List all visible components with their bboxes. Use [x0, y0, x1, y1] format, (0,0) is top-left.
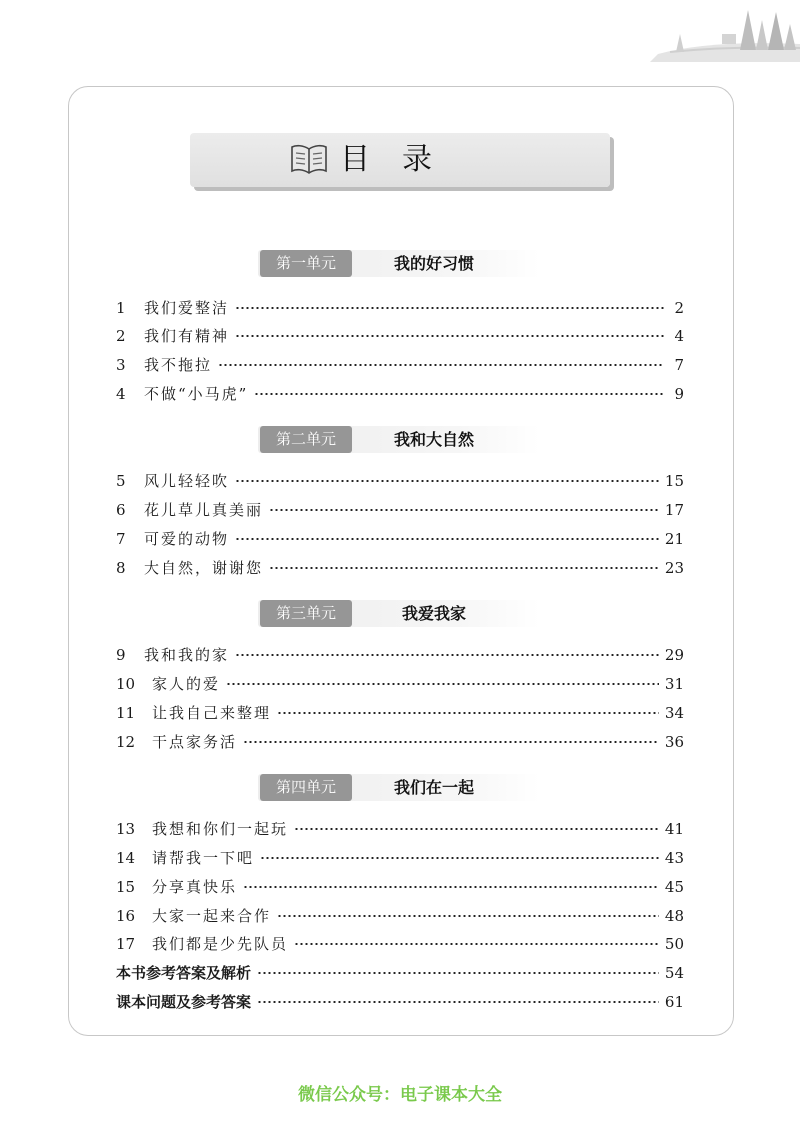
page-number: 15 [664, 472, 684, 490]
lesson-number: 1 [116, 299, 126, 317]
lesson-title: 我们爱整洁 [144, 299, 230, 317]
lesson-title: 让我自己来整理 [152, 704, 272, 722]
lesson-title: 大家一起来合作 [152, 907, 272, 925]
lesson-title: 我们都是少先队员 [152, 935, 289, 953]
lesson-title: 分享真快乐 [152, 878, 238, 896]
lesson-title: 我们有精神 [144, 327, 230, 345]
page-number: 17 [664, 501, 684, 519]
toc-entry[interactable] [116, 557, 684, 579]
page-number: 41 [664, 820, 684, 838]
lesson-number: 4 [116, 385, 126, 403]
dot-leader [218, 364, 664, 366]
dot-leader [269, 509, 659, 511]
toc-entry[interactable] [116, 876, 684, 898]
unit-header-4 [258, 774, 540, 801]
lesson-number: 15 [116, 878, 136, 896]
dot-leader [235, 654, 659, 656]
lesson-title: 花儿草儿真美丽 [144, 501, 264, 519]
page-number: 23 [664, 559, 684, 577]
lesson-title: 请帮我一下吧 [152, 849, 255, 867]
toc-entry[interactable] [116, 818, 684, 840]
toc-entry[interactable] [116, 528, 684, 550]
lesson-title: 干点家务活 [152, 733, 238, 751]
unit-header-1 [258, 250, 540, 277]
page-number: 54 [664, 964, 684, 982]
dot-leader [226, 683, 659, 685]
toc-entry[interactable] [116, 933, 684, 955]
page-number: 21 [664, 530, 684, 548]
toc-entry[interactable] [116, 847, 684, 869]
toc-entry[interactable] [116, 325, 684, 347]
dot-leader [235, 538, 659, 540]
dot-leader [269, 567, 659, 569]
lesson-number: 12 [116, 733, 136, 751]
lesson-number: 8 [116, 559, 126, 577]
page-number: 34 [664, 704, 684, 722]
toc-entry[interactable] [116, 499, 684, 521]
unit-number: 第二单元 [260, 426, 352, 453]
dot-leader [254, 393, 664, 395]
toc-entry[interactable] [116, 731, 684, 753]
unit-number: 第四单元 [260, 774, 352, 801]
lesson-number: 2 [116, 327, 126, 345]
page-number: 43 [664, 849, 684, 867]
page-title: 目录 [340, 142, 464, 177]
dot-leader [294, 943, 659, 945]
page-number: 29 [664, 646, 684, 664]
page-number: 48 [664, 907, 684, 925]
footer-watermark: 微信公众号：电子课本大全 [298, 1085, 502, 1105]
lesson-title: 我不拖拉 [144, 356, 213, 374]
lesson-title: 我想和你们一起玩 [152, 820, 289, 838]
dot-leader [260, 857, 659, 859]
lesson-title: 家人的爱 [152, 675, 221, 693]
dot-leader [257, 972, 659, 974]
toc-entry-answers[interactable] [116, 962, 684, 984]
page-number: 2 [674, 299, 684, 317]
dot-leader [243, 886, 659, 888]
lesson-number: 10 [116, 675, 136, 693]
dot-leader [257, 1001, 659, 1003]
toc-entry[interactable] [116, 354, 684, 376]
open-book-icon [290, 143, 328, 175]
toc-entry[interactable] [116, 470, 684, 492]
lesson-number: 6 [116, 501, 126, 519]
title-banner [190, 133, 610, 187]
lesson-number: 17 [116, 935, 136, 953]
lesson-number: 3 [116, 356, 126, 374]
page-number: 45 [664, 878, 684, 896]
page-number: 9 [674, 385, 684, 403]
toc-entry[interactable] [116, 644, 684, 666]
dot-leader [235, 307, 664, 309]
lesson-title: 不做“小马虎” [144, 385, 249, 403]
dot-leader [235, 480, 659, 482]
toc-entry[interactable] [116, 673, 684, 695]
dot-leader [277, 915, 659, 917]
lesson-number: 5 [116, 472, 126, 490]
page-number: 61 [664, 993, 684, 1011]
lesson-title: 风儿轻轻吹 [144, 472, 230, 490]
page-number: 50 [664, 935, 684, 953]
dot-leader [235, 335, 664, 337]
page-number: 4 [674, 327, 684, 345]
lesson-number: 11 [116, 704, 136, 722]
unit-title: 我们在一起 [393, 778, 474, 797]
lesson-title: 大自然，谢谢您 [144, 559, 264, 577]
page-number: 7 [674, 356, 684, 374]
toc-entry-textbook-answers[interactable] [116, 991, 684, 1013]
entry-title: 课本问题及参考答案 [116, 993, 252, 1011]
toc-entry[interactable] [116, 297, 684, 319]
lesson-number: 7 [116, 530, 126, 548]
tree-hill-icon [650, 0, 800, 62]
unit-header-2 [258, 426, 540, 453]
lesson-title: 我和我的家 [144, 646, 230, 664]
toc-entry[interactable] [116, 905, 684, 927]
unit-title: 我和大自然 [393, 430, 474, 449]
dot-leader [243, 741, 659, 743]
toc-entry[interactable] [116, 383, 684, 405]
dot-leader [294, 828, 659, 830]
page-number: 31 [664, 675, 684, 693]
unit-number: 第一单元 [260, 250, 352, 277]
toc-entry[interactable] [116, 702, 684, 724]
lesson-number: 14 [116, 849, 136, 867]
unit-title: 我的好习惯 [393, 254, 474, 273]
lesson-title: 可爱的动物 [144, 530, 230, 548]
unit-title: 我爱我家 [401, 604, 466, 623]
lesson-number: 13 [116, 820, 136, 838]
unit-number: 第三单元 [260, 600, 352, 627]
unit-header-3 [258, 600, 540, 627]
lesson-number: 9 [116, 646, 126, 664]
lesson-number: 16 [116, 907, 136, 925]
page-number: 36 [664, 733, 684, 751]
dot-leader [277, 712, 659, 714]
entry-title: 本书参考答案及解析 [116, 964, 252, 982]
